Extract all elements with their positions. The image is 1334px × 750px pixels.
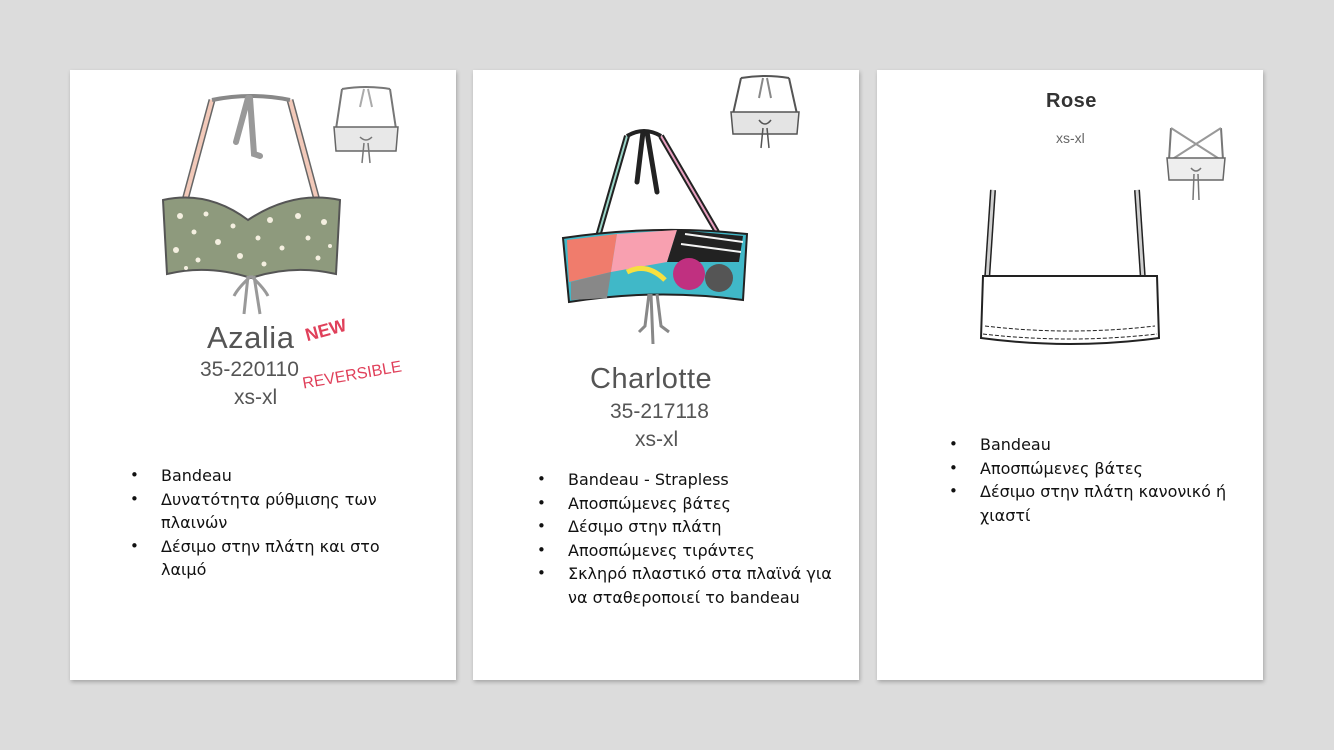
product-card-rose [877,70,1263,680]
bikini-back-sketch-icon [727,74,803,154]
feature-item: • Bandeau - Strapless [537,468,837,492]
feature-item: • Δέσιμο στην πλάτη κανονικό ή χιαστί [949,480,1249,527]
product-name: Azalia [207,320,295,355]
feature-item: • Δέσιμο στην πλάτη και στο λαιμό [130,535,430,582]
bikini-top-sketch-icon [975,184,1165,350]
feature-item: • Αποσπώμενες τιράντες [537,539,837,563]
feature-item: • Δέσιμο στην πλάτη [537,515,837,539]
feature-list [537,468,837,609]
feature-list [130,464,430,582]
product-card-azalia [70,70,456,680]
product-sizes: xs-xl [635,428,679,451]
product-code: 35-217118 [610,400,709,423]
feature-item: • Αποσπώμενες βάτες [537,492,837,516]
bikini-top-sketch-icon [557,122,753,350]
reversible-badge: REVERSIBLE [301,358,404,393]
new-badge: NEW [302,314,349,346]
product-name: Rose [1046,90,1097,112]
product-name: Charlotte [590,363,713,395]
bikini-back-sketch-icon [1163,124,1229,206]
product-sizes: xs-xl [1056,130,1085,146]
product-sizes: xs-xl [234,386,278,409]
feature-item: • Bandeau [130,464,430,488]
feature-list [949,433,1249,527]
feature-item: • Αποσπώμενες βάτες [949,457,1249,481]
feature-item: • Σκληρό πλαστικό στα πλαϊνά για να σταθεροποιεί το bandeau [537,562,837,609]
feature-item: • Δυνατότητα ρύθμισης των πλαινών [130,488,430,535]
bikini-back-sketch-icon [330,85,402,167]
product-card-charlotte [473,70,859,680]
bikini-top-sketch-icon [158,92,344,322]
product-code: 35-220110 [200,358,299,381]
feature-item: • Bandeau [949,433,1249,457]
